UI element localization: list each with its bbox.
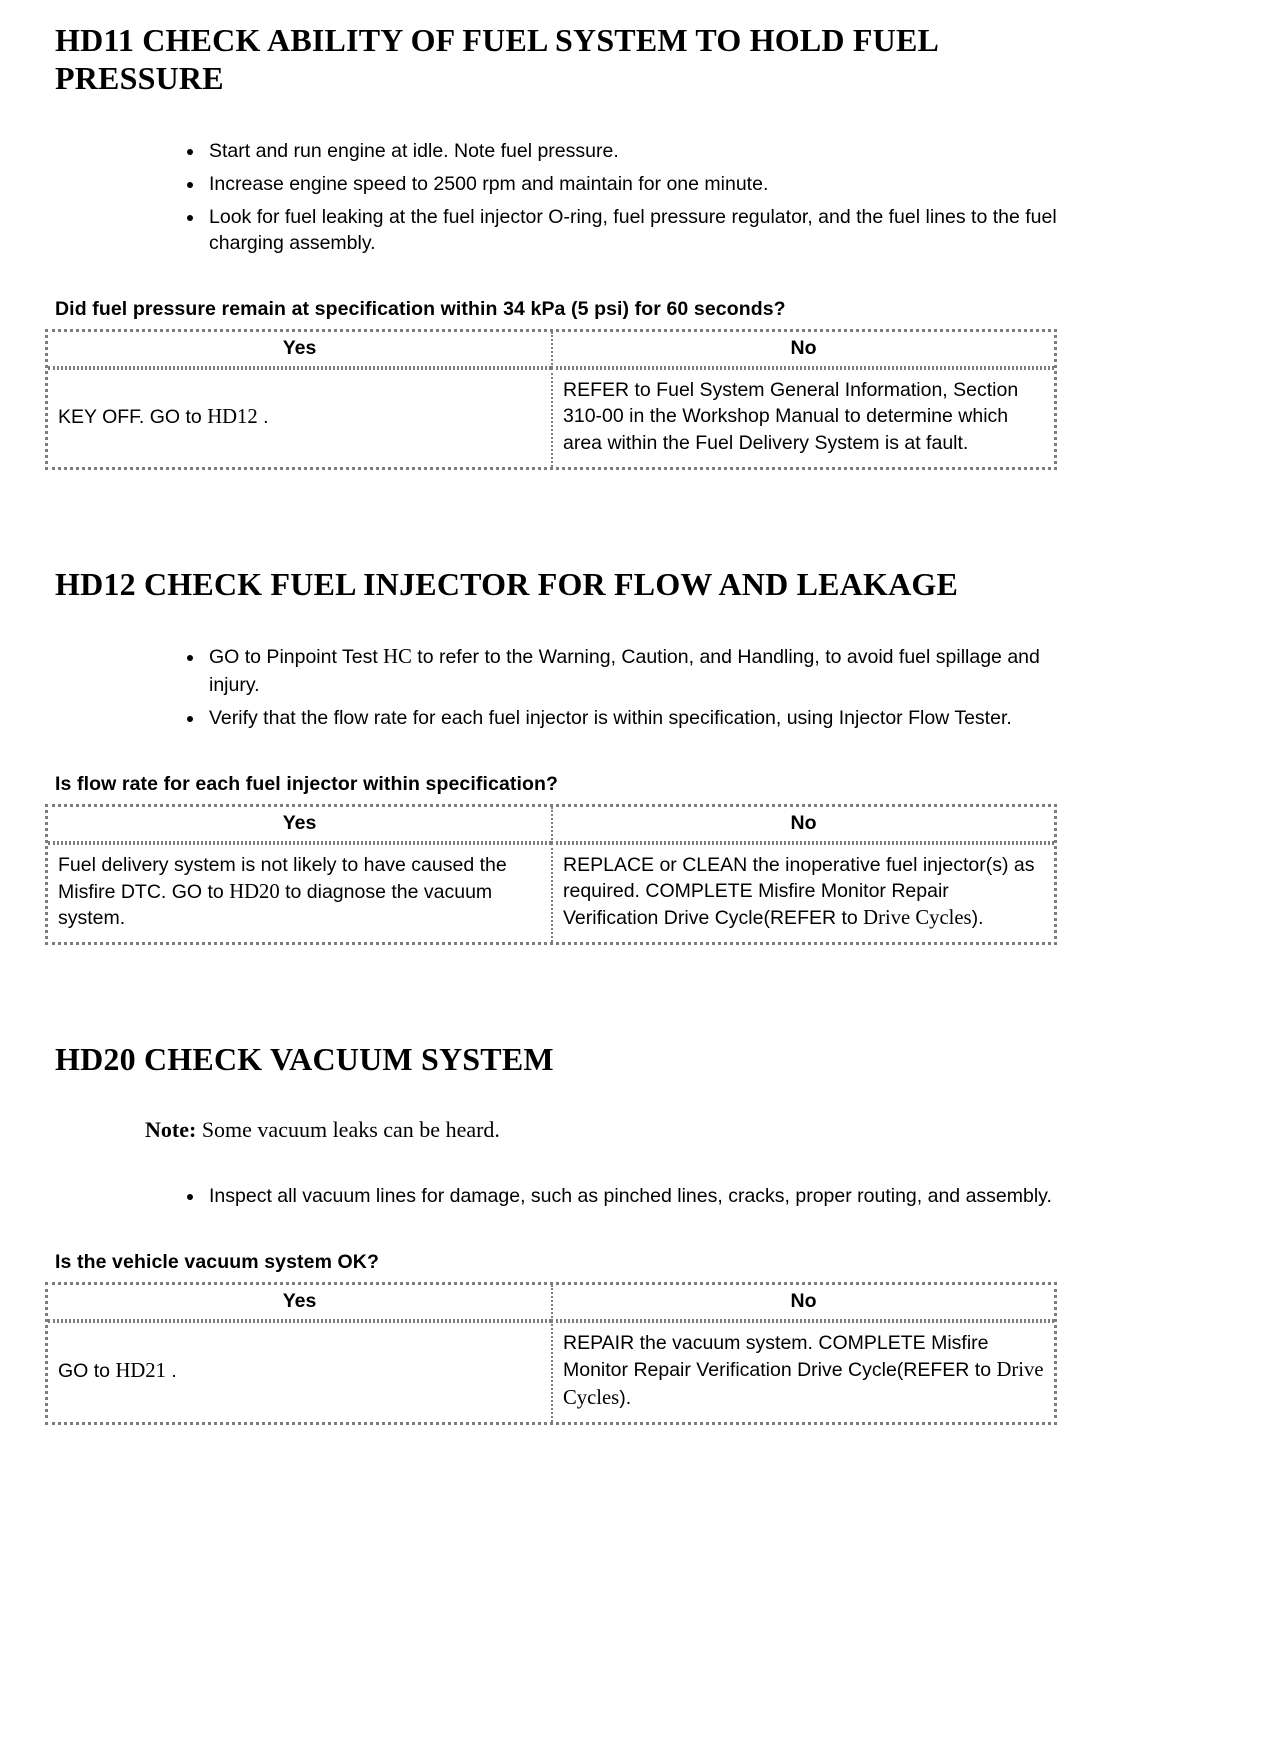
xref-hc[interactable]: HC: [383, 646, 412, 669]
step-item: [205, 1183, 1057, 1209]
yes-action-cell: [48, 1321, 551, 1422]
action-text: REPAIR the vacuum system. COMPLETE Misfire Monitor Repair Verification Drive Cycle(REFER to: [563, 1332, 997, 1382]
question-text-hd20: Is the vehicle vacuum system OK?: [55, 1251, 379, 1274]
step-text: GO to Pinpoint Test: [209, 646, 384, 669]
question-text-hd12: Is flow rate for each fuel injector within specification?: [55, 773, 559, 796]
action-text: REFER to Fuel System General Information, Section 310-00 in the Workshop Manual to determine which area within the Fuel Delivery System is at fault.: [563, 379, 1019, 454]
section-heading-hd11: HD11 CHECK ABILITY OF FUEL SYSTEM TO HOLD FUEL PRESSURE: [55, 22, 938, 96]
xref-drive-cycles[interactable]: Drive Cycles: [863, 906, 972, 929]
procedure-steps-hd12: [45, 644, 1057, 731]
note-text: Some vacuum leaks can be heard.: [201, 1117, 500, 1143]
no-column-header: No: [551, 332, 1054, 368]
procedure-steps-hd20: [45, 1183, 1057, 1209]
no-action-cell: [551, 843, 1054, 942]
yes-column-header: Yes: [48, 807, 551, 843]
xref-hd20[interactable]: HD20: [229, 880, 280, 903]
action-text: .: [257, 405, 269, 428]
xref-hd12[interactable]: HD12: [207, 405, 258, 428]
step-text: to refer to the Warning, Caution, and Handling, to avoid fuel spillage and injury.: [209, 646, 1040, 696]
step-text: Look for fuel leaking at the fuel injector O-ring, fuel pressure regulator, and the fuel lines to the fuel charging assembly.: [209, 205, 1057, 254]
step-text: Inspect all vacuum lines for damage, such as pinched lines, cracks, proper routing, and assembly.: [209, 1185, 1052, 1208]
table-row: [48, 843, 1054, 942]
action-text: ).: [619, 1386, 632, 1409]
xref-hd21[interactable]: HD21: [115, 1359, 166, 1382]
table-row: [48, 368, 1054, 467]
step-item: [205, 204, 1057, 256]
section-heading-hd12: HD12 CHECK FUEL INJECTOR FOR FLOW AND LEAKAGE: [55, 566, 959, 603]
xref-drive-cycles[interactable]: Drive Cycles: [563, 1359, 1044, 1409]
action-text: Fuel delivery system is not likely to have caused the Misfire DTC. GO to: [58, 854, 507, 903]
action-text: ).: [971, 906, 984, 929]
step-text: Verify that the flow rate for each fuel injector is within specification, using Injector Flow Tester.: [209, 706, 1012, 729]
yes-action-cell: [48, 843, 551, 942]
action-text: .: [165, 1359, 177, 1382]
note-line: [145, 1117, 1057, 1143]
note-label: Note:: [145, 1117, 197, 1143]
document-page: [45, 0, 1057, 1425]
section-hd20: [45, 1041, 1057, 1425]
yes-action-cell: [48, 368, 551, 467]
procedure-steps-hd11: [45, 138, 1057, 257]
decision-table-hd12: [45, 804, 1057, 945]
step-item: [205, 644, 1057, 698]
action-text: REPLACE or CLEAN the inoperative fuel injector(s) as required. COMPLETE Misfire Monitor Repair Verification Drive Cycle(REFER to: [563, 854, 1035, 929]
step-text: Increase engine speed to 2500 rpm and maintain for one minute.: [209, 172, 769, 195]
decision-table-hd11: [45, 329, 1057, 470]
section-hd11: [45, 22, 1057, 470]
action-text: GO to: [58, 1359, 116, 1382]
action-text: KEY OFF. GO to: [58, 405, 208, 428]
no-column-header: No: [551, 1285, 1054, 1321]
no-action-cell: [551, 368, 1054, 467]
step-item: [205, 171, 1057, 197]
yes-column-header: Yes: [48, 332, 551, 368]
decision-table-hd20: [45, 1282, 1057, 1425]
step-text: Start and run engine at idle. Note fuel pressure.: [209, 139, 619, 162]
table-row: [48, 1321, 1054, 1422]
yes-column-header: Yes: [48, 1285, 551, 1321]
no-column-header: No: [551, 807, 1054, 843]
question-text-hd11: Did fuel pressure remain at specification within 34 kPa (5 psi) for 60 seconds?: [55, 298, 786, 320]
step-item: [205, 705, 1057, 731]
section-hd12: [45, 566, 1057, 945]
no-action-cell: [551, 1321, 1054, 1422]
step-item: [205, 138, 1057, 164]
action-text: to diagnose the vacuum system.: [58, 880, 493, 930]
section-heading-hd20: HD20 CHECK VACUUM SYSTEM: [55, 1041, 554, 1078]
